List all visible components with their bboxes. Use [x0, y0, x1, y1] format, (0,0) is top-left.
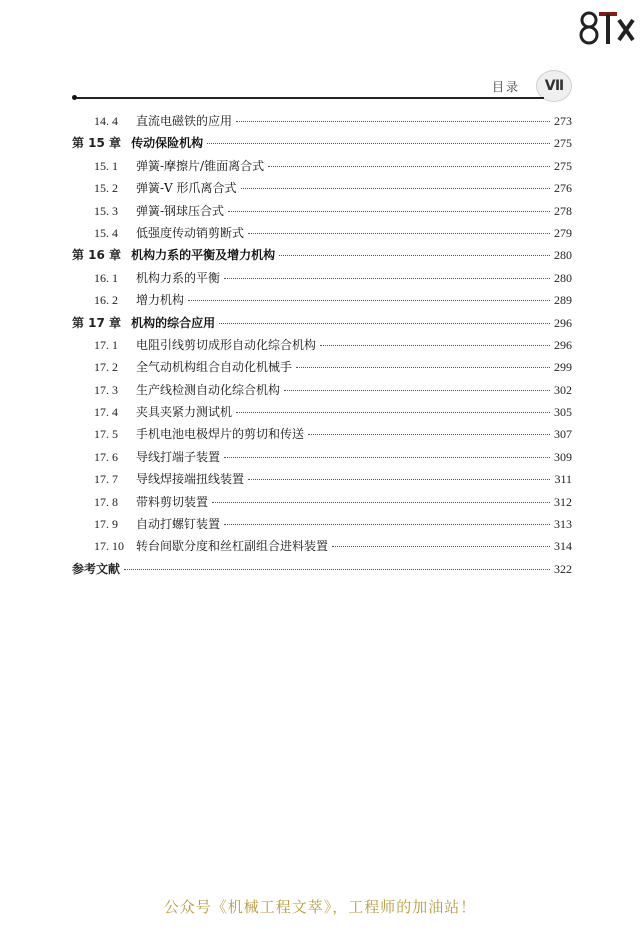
toc-leader-dots [207, 143, 550, 144]
toc-page-number: 312 [554, 494, 572, 509]
toc-title: 弹簧-摩擦片/锥面离合式 [136, 158, 265, 173]
toc-chapter-row[interactable] [72, 246, 572, 268]
toc-page-number: 322 [554, 561, 572, 576]
toc-page-number: 309 [554, 449, 572, 464]
toc-title: 低强度传动销剪断式 [136, 225, 245, 240]
toc-leader-dots [224, 524, 550, 525]
toc-page-number: 302 [554, 382, 572, 397]
toc-page-number: 280 [554, 270, 572, 285]
toc-leader-dots [236, 121, 550, 122]
table-of-contents [72, 112, 572, 582]
page-number: Ⅶ [544, 78, 564, 94]
toc-page-number: 273 [554, 114, 572, 128]
toc-title: 机构的综合应用 [131, 315, 216, 330]
toc-page-number: 278 [554, 203, 572, 218]
toc-number: 17. 7 [94, 472, 118, 487]
toc-page-number: 305 [554, 405, 572, 420]
toc-title: 电阻引线剪切成形自动化综合机构 [136, 337, 317, 352]
toc-leader-dots [248, 479, 550, 480]
toc-leader-dots [228, 211, 550, 212]
toc-title: 弹簧-V 形爪离合式 [136, 181, 237, 196]
toc-section-row[interactable] [72, 537, 572, 559]
toc-leader-dots [219, 323, 550, 324]
toc-section-row[interactable] [72, 493, 572, 515]
toc-page-number: 280 [554, 248, 572, 263]
toc-page-number: 307 [554, 427, 572, 442]
toc-section-row[interactable] [72, 425, 572, 447]
footer-note: 公众号《机械工程文萃》，工程师的加油站！ [163, 898, 477, 916]
toc-page-number: 275 [554, 136, 572, 151]
toc-page-number: 296 [554, 337, 572, 352]
toc-leader-dots [279, 255, 550, 256]
toc-page-number: 296 [554, 315, 572, 330]
toc-number: 17. 1 [94, 337, 118, 352]
toc-title: 弹簧-钢球压合式 [136, 203, 225, 218]
toc-number: 16. 2 [94, 293, 118, 308]
toc-page-number: 279 [554, 225, 572, 240]
toc-title: 自动打螺钉装置 [136, 517, 221, 532]
toc-section-row[interactable] [72, 202, 572, 224]
page-header [72, 70, 572, 104]
toc-section-row[interactable] [72, 224, 572, 246]
toc-number: 17. 6 [94, 449, 118, 464]
toc-title: 手机电池电极焊片的剪切和传送 [136, 427, 305, 442]
toc-page-number: 289 [554, 293, 572, 308]
toc-number: 17. 2 [94, 360, 118, 375]
toc-title: 转台间歇分度和丝杠副组合进料装置 [136, 539, 329, 554]
toc-leader-dots [124, 569, 550, 570]
toc-number: 14. 4 [94, 114, 118, 128]
toc-section-row[interactable] [72, 269, 572, 291]
toc-leader-dots [236, 412, 550, 413]
toc-title: 生产线检测自动化综合机构 [136, 382, 281, 397]
toc-title: 传动保险机构 [131, 136, 204, 151]
toc-number: 第 15 章 [72, 136, 122, 151]
header-title: 目录 [491, 80, 520, 94]
toc-section-row[interactable] [72, 358, 572, 380]
header-rule [76, 97, 544, 99]
toc-chapter-row[interactable] [72, 560, 572, 582]
toc-title: 全气动机构组合自动化机械手 [136, 360, 293, 375]
toc-leader-dots [296, 367, 550, 368]
toc-leader-dots [268, 166, 550, 167]
toc-page-number: 299 [554, 360, 572, 375]
toc-leader-dots [224, 278, 550, 279]
toc-section-row[interactable] [72, 403, 572, 425]
toc-number: 17. 4 [94, 405, 118, 420]
toc-section-row[interactable] [72, 291, 572, 313]
toc-number: 17. 10 [94, 539, 124, 554]
toc-number: 15. 2 [94, 181, 118, 196]
toc-leader-dots [241, 188, 550, 189]
toc-number: 15. 4 [94, 225, 118, 240]
toc-number: 参考文献 [72, 561, 121, 576]
toc-title: 机构力系的平衡及增力机构 [131, 248, 276, 263]
toc-title: 机构力系的平衡 [136, 270, 221, 285]
toc-number: 15. 1 [94, 158, 118, 173]
toc-leader-dots [212, 502, 550, 503]
toc-number: 17. 9 [94, 517, 118, 532]
toc-leader-dots [248, 233, 550, 234]
toc-leader-dots [188, 300, 550, 301]
toc-section-row[interactable] [72, 112, 572, 134]
toc-leader-dots [320, 345, 550, 346]
toc-number: 第 17 章 [72, 315, 122, 330]
toc-section-row[interactable] [72, 515, 572, 537]
toc-section-row[interactable] [72, 470, 572, 492]
toc-number: 16. 1 [94, 270, 118, 285]
toc-page-number: 313 [554, 517, 572, 532]
toc-number: 17. 3 [94, 382, 118, 397]
toc-number: 第 16 章 [72, 248, 122, 263]
toc-section-row[interactable] [72, 381, 572, 403]
toc-chapter-row[interactable] [72, 314, 572, 336]
toc-page-number: 276 [554, 181, 572, 196]
toc-page-number: 275 [554, 158, 572, 173]
toc-number: 17. 8 [94, 494, 118, 509]
toc-section-row[interactable] [72, 448, 572, 470]
toc-title: 导线焊接端扭线装置 [136, 472, 245, 487]
toc-title: 带料剪切装置 [136, 494, 209, 509]
toc-leader-dots [284, 390, 550, 391]
toc-title: 增力机构 [136, 293, 185, 308]
toc-title: 直流电磁铁的应用 [136, 114, 233, 128]
toc-section-row[interactable] [72, 336, 572, 358]
toc-title: 夹具夹紧力测试机 [136, 405, 233, 420]
toc-number: 15. 3 [94, 203, 118, 218]
toc-page-number: 314 [554, 539, 572, 554]
toc-leader-dots [224, 457, 550, 458]
toc-chapter-row[interactable] [72, 134, 572, 156]
toc-number: 17. 5 [94, 427, 118, 442]
toc-leader-dots [308, 434, 550, 435]
toc-leader-dots [332, 546, 550, 547]
toc-section-row[interactable] [72, 179, 572, 201]
toc-section-row[interactable] [72, 157, 572, 179]
toc-title: 导线打端子装置 [136, 449, 221, 464]
toc-page-number: 311 [554, 472, 572, 487]
publisher-logo-icon [579, 6, 635, 48]
